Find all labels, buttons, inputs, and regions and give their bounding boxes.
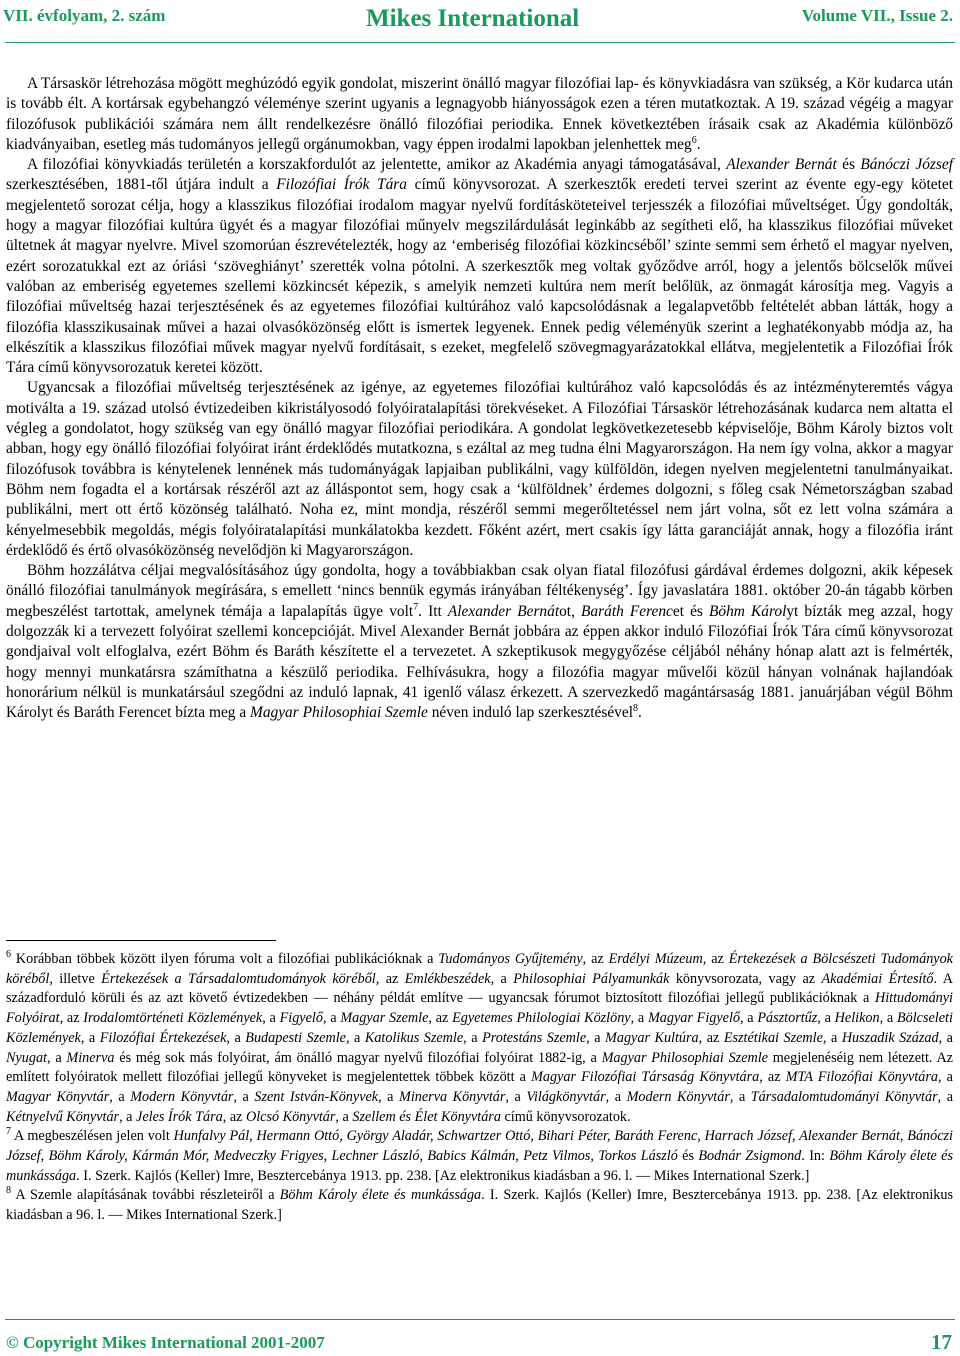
footnote-8: [6, 1186, 953, 1225]
header-issue-en: Volume VII., Issue 2.: [801, 6, 953, 25]
italic-title: Jeles Írók Tára: [136, 1108, 223, 1125]
text-run: , az: [428, 1010, 453, 1027]
footnote-ref: 7: [6, 1126, 11, 1138]
footer-rule: [5, 1319, 955, 1320]
italic-title: Társadalomtudományi Könyvtár: [750, 1088, 938, 1105]
page-number: 17: [931, 1330, 952, 1354]
italic-title: Emlékbeszédek: [404, 970, 491, 987]
italic-title: Irodalomtörténeti Közlemények: [83, 1010, 263, 1027]
italic-title: Alexander Bernát: [447, 602, 560, 620]
text-run: , az: [582, 951, 609, 967]
text-run: című könyvsorozat. A szerkesztők eredeti tervei szerint az évente egy-egy kötetet megjelentető sorozat célja, hogy a klasszikus filozófiai irodalom magyar nyelvű fordításköteteivel terjesszék a filozófiai műveltséget. Úgy gondolták, hogy a magyar filozófiai kultúra ügyét és a magyar filozófiai műnyelv megszilárdulását leginkább az segítheti elő, ha klasszikus filozófiai műveket ültetnek át magyar nyelvre. Mivel szomorúan észrevételezték, hogy az ‘emberiség filozófiai közkincséből’ szinte semmi sem érhető el magyar nyelven, ezért sorozatukkal ezt az óriási ‘szöveghiányt’ szerették volna pótolni. A szerkesztők meg voltak győződve arról, hogy a jelentős bölcselők művei valóban az emberiség egyetemes szellemi közkincsét képezik, s amelyik nemzeti kultúra nem merít belőlük, az önmagát károsítja meg. Vagyis a filozófiai műveltség hazai terjesztésének és az egyetemes filozófiai kultúrához való kapcsolódásnak a legalapvetőbb feltételét abban látták, hogy a filozófia klasszikusainak művei a hazai olvasóközönség előtt is ismertek legyenek. Ennek pedig véleményük szerint a leghatékonyabb módja az, ha elkészítik a klasszikus filozófiai művek magyar nyelvű fordításait, s ezeket, megfelelő szövegmagyarázatokkal ellátva, megjelentetik a Filozófiai Írók Tára című könyvsorozatuk keretei között.: [6, 176, 953, 377]
text-run: , a: [586, 1029, 606, 1046]
footnote-ref: 8: [6, 1185, 11, 1197]
footnote-6: [6, 950, 953, 1127]
text-run: , a: [233, 1088, 255, 1105]
text-run: , a: [119, 1108, 137, 1125]
article-body: [6, 74, 953, 724]
text-run: , a: [822, 1029, 842, 1046]
text-run: , a: [378, 1088, 400, 1105]
text-run: című könyvsorozatok.: [500, 1108, 631, 1125]
italic-title: Modern Könyvtár: [626, 1088, 730, 1105]
text-run: , az: [759, 1069, 786, 1086]
italic-title: Bánóczi József: [860, 156, 954, 174]
italic-title: Olcsó Könyvtár: [245, 1108, 336, 1125]
italic-title: Egyetemes Philologiai Közlöny: [452, 1010, 631, 1027]
italic-title: Böhm Károl: [709, 602, 787, 620]
italic-title: Magyar Könyvtár: [6, 1088, 110, 1105]
text-run: , a: [345, 1029, 365, 1046]
italic-title: Szellem és Élet Könyvtára: [352, 1108, 501, 1125]
italic-title: Esztétikai Szemle: [723, 1029, 823, 1046]
italic-title: Magyar Philosophiai Szemle: [250, 704, 428, 722]
text-run: , a: [262, 1010, 280, 1027]
italic-title: Erdélyi Múzeum: [608, 951, 703, 967]
text-run: . I. Szerk. Kajlós (Keller) Imre, Besztercebánya 1913. pp. 238. [Az elektronikus kiadásban a 96. l. — Mikes International Szerk.]: [76, 1167, 810, 1184]
text-run: A Szemle alapításának további részleteiről a: [11, 1187, 280, 1204]
paragraph-2: [6, 155, 953, 378]
text-run: megjelenéséig nem létezett. Az említett folyóiratok mellett filozófiai jellegű könyveket is megjelentettek többek között a: [6, 1049, 953, 1086]
footnote-ref: 6: [6, 949, 11, 960]
italic-title: Filozófiai Értekezések: [99, 1029, 227, 1046]
italic-title: Magyar Figyelő: [647, 1010, 740, 1027]
text-run: és: [836, 156, 861, 174]
italic-title: Nyugat: [6, 1049, 47, 1066]
italic-title: Alexander Bernát: [726, 156, 837, 174]
text-run: néven induló lap szerkesztésével: [427, 704, 633, 722]
text-run: , a: [740, 1010, 758, 1027]
header-issue-hu: VII. évfolyam, 2. szám: [3, 6, 166, 25]
footnotes: [6, 950, 953, 1226]
text-run: Böhm hozzálátva céljai megvalósításához úgy gondolta, hogy a továbbiakban csak olyan fiatal filozófusi gárdával érdemes dolgozni, akik képesek önálló filozófiai tanulmányok megírására, s emellett ‘nincs bennük egymás irányában féltékenység’. Így javaslatára 1881. október 20-án tágabb körben megbeszélést tartottak, amelynek témája a lapalapítás ügye volt: [6, 562, 953, 620]
text-run: . Itt: [418, 602, 448, 620]
text-run: . A századforduló körüli és az azt követő évtizedekben — néhány példát említve — ugyancsak fórumot biztosított filozófiai jellegű publikációknak a: [6, 970, 953, 1007]
footnote-ref: 7: [413, 601, 419, 613]
footnote-7: [6, 1127, 953, 1186]
italic-title: Helikon: [834, 1010, 880, 1027]
text-run: , az: [698, 1029, 724, 1046]
text-run: A megbeszélésen jelen volt: [11, 1128, 174, 1145]
italic-title: Értekezések a Bölcsészeti Tudományok köréből: [6, 951, 953, 987]
text-run: , az: [702, 951, 729, 967]
text-run: , a: [463, 1029, 483, 1046]
text-run: , a: [226, 1029, 246, 1046]
text-run: , illetve: [49, 970, 102, 987]
text-run: , a: [938, 1029, 953, 1046]
italic-title: Értekezések a Társadalomtudományok köréből: [101, 970, 376, 987]
text-run: , a: [322, 1010, 341, 1027]
italic-title: Bodnár Zsigmond: [698, 1148, 802, 1165]
text-run: , a: [605, 1088, 627, 1105]
italic-title: Böhm Károly élete és munkássága: [6, 1148, 954, 1184]
text-run: . In:: [801, 1148, 830, 1165]
text-run: ot,: [559, 602, 582, 620]
page-header: [0, 0, 960, 40]
text-run: és még sok más folyóirat, ám önálló magyar nyelvű filozófiai folyóirat 1882-ig, a: [114, 1049, 602, 1066]
text-run: , a: [937, 1088, 953, 1105]
text-run: , a: [109, 1088, 131, 1105]
text-run: , a: [335, 1108, 353, 1125]
copyright-notice: © Copyright Mikes International 2001-2007: [6, 1333, 325, 1352]
text-run: .: [637, 704, 642, 722]
footnote-separator: [6, 940, 276, 941]
text-run: , a: [938, 1069, 953, 1086]
text-run: , a: [729, 1088, 751, 1105]
text-run: et és: [672, 602, 709, 620]
text-run: könyvsorozata, vagy az: [669, 970, 822, 987]
italic-title: Budapesti Szemle: [245, 1029, 346, 1046]
paragraph-3: [6, 378, 953, 561]
text-run: , a: [817, 1010, 835, 1027]
italic-title: Katolikus Szemle: [364, 1029, 464, 1046]
italic-title: Magyar Szemle: [340, 1010, 429, 1027]
header-rule: [5, 42, 955, 43]
text-run: és: [677, 1148, 699, 1165]
italic-title: Pásztortűz: [757, 1010, 818, 1027]
footnote-ref: 8: [632, 703, 638, 715]
italic-title: Baráth Ferenc: [581, 602, 673, 620]
italic-title: Filozófiai Írók Tára: [276, 176, 407, 194]
italic-title: Hunfalvy Pál, Hermann Ottó, György Aladár, Schwartzer Ottó, Bihari Péter, Baráth Ferenc, Harrach József, Alexander Bernát, Bánóczi József, Böhm Károly, Kármán Mór, Medveczky Frigyes, Lechner László, Babics Kálmán, Petz Vilmos, Torkos László: [6, 1128, 953, 1165]
text-run: Korábban többek között ilyen fóruma volt a filozófiai publikációknak a: [11, 951, 439, 967]
italic-title: Magyar Philosophiai Szemle: [601, 1049, 768, 1066]
italic-title: Hittudományi Folyóirat: [6, 990, 953, 1027]
italic-title: Bölcseleti Közlemények: [6, 1010, 953, 1046]
text-run: szerkesztésében, 1881-től útjára indult a: [6, 176, 277, 194]
italic-title: Magyar Filozófiai Társaság Könyvtára: [531, 1069, 760, 1086]
italic-title: Philosophiai Pályamunkák: [513, 970, 670, 987]
text-run: . I. Szerk. Kajlós (Keller) Imre, Besztercebánya 1913. pp. 238. [Az elektronikus kiadásban a 96. l. — Mikes International Szerk.]: [6, 1187, 953, 1224]
text-run: .: [696, 135, 701, 153]
italic-title: MTA Filozófiai Könyvtára: [785, 1069, 939, 1086]
text-run: A Társaskör létrehozása mögött meghúzódó egyik gondolat, miszerint önálló magyar filozófiai lap- és könyvkiadásra van szükség, a Kör kudarca után is tovább élt. A kortársak egybehangzó véleménye szerint ugyanis a legnagyobb hiányosságok ezen a téren mutatkoztak. A 19. század végéig a magyar filozófusok publikációi számára nem állt rendelkezésre önálló filozófiai periodika. Ennek következtében írásaik csak az Akadémia különböző kiadványaiban, esetleg más tudományos jellegű orgánumokban, vagy éppen irodalmi lapokban jelenhettek meg: [6, 75, 953, 153]
text-run: yt bízták meg azzal, hogy dolgozzák ki a tervezett folyóirat szellemi koncepcióját. Mivel Alexander Bernát jobbára az éppen akkor induló Filozófiai Írók Tára című könyvsorozat gondjaival volt elfoglalva, ezért Böhm és Baráth készítette el a tervezetet. A szkeptikusok megygyőzése céljából néhány hónap alatt azt is felmérték, hogy mennyi munkatársra számíthatna a készülő periodika. Felhívásukra, hogy a filozófia magyar művelői közül hányan volnának hajlandóak honorárium nélkül is munkatársául szegődni az induló lapnak, 41 igenlő válasz érkezett. A szervezkedő magántársaság 1881. januárjában végül Böhm Károlyt és Baráth Ferencet bízta meg a: [6, 602, 954, 722]
text-run: Ugyancsak a filozófiai műveltség terjesztésének az igénye, az egyetemes filozófiai kultúrához való kapcsolódás és az intézményteremtés vágya motiválta a 19. század utolsó évtizedeiben kikristályosodó folyóiratalapítási törekvéseket. A Filozófiai Társaskör létrehozásának kudarca nem altatta el végleg a gondolatot, hogy szükség van egy önálló magyar filozófiai periodikára. A gondolat legkövetkezetesebb képviselője, Böhm Károly biztos volt abban, hogy egy önálló filozófiai folyóirat iránt érdeklődés mutatkozna, s ezáltal az meg tudna élni Magyarországon. Ha nem így volna, akkor a magyar filozófusok továbbra is kénytelenek lennének más tudományágak lapjaiban publikálni, vagy külföldön, idegen nyelven megjelentetni tanulmányaikat. Böhm nem fogadta el a kortársak részéről azt az álláspontot sem, hogy csak a ‘külföldnek’ érdemes dolgozni, s főleg csak Németországban szabad publikálni, mert ott értő közönség található. Noha ez, mint mondja, részéről semmi megerőltetéssel nem járt volna, sőt ez lett volna számára a kényelmesebbik megoldás, mégis folyóiratalapítási munkálatokba kezdett. Főként azért, mert csakis így látta garanciáját annak, hogy a filozófia iránt érdeklődő és értő olvasóközönség nevelődjön ki Magyarországon.: [6, 379, 953, 559]
text-run: , az: [59, 1010, 84, 1027]
italic-title: Minerva Könyvtár: [399, 1088, 506, 1105]
header-journal-title: Mikes International: [366, 5, 580, 32]
text-run: , a: [490, 970, 514, 987]
italic-title: Szent István-Könyvek: [254, 1088, 379, 1105]
italic-title: Minerva: [66, 1049, 115, 1066]
text-run: , az: [222, 1108, 246, 1125]
paragraph-1: [6, 74, 953, 155]
text-run: A filozófiai könyvkiadás területén a korszakfordulót az jelentette, amikor az Akadémia anyagi támogatásával,: [27, 156, 727, 174]
italic-title: Kétnyelvű Könyvtár: [6, 1108, 120, 1125]
footnote-ref: 6: [691, 134, 697, 146]
text-run: , a: [80, 1029, 100, 1046]
text-run: , a: [630, 1010, 648, 1027]
italic-title: Magyar Kultúra: [605, 1029, 699, 1046]
paragraph-4: [6, 561, 953, 723]
italic-title: Böhm Károly élete és munkássága: [279, 1187, 482, 1204]
italic-title: Modern Könyvtár: [130, 1088, 234, 1105]
italic-title: Akadémiai Értesítő: [821, 970, 934, 987]
text-run: , a: [879, 1010, 897, 1027]
text-run: , a: [505, 1088, 527, 1105]
italic-title: Figyelő: [279, 1010, 323, 1027]
italic-title: Huszadik Század: [841, 1029, 939, 1046]
italic-title: Világkönyvtár: [526, 1088, 606, 1105]
italic-title: Tudományos Gyűjtemény: [438, 951, 583, 967]
italic-title: Protestáns Szemle: [482, 1029, 587, 1046]
text-run: , a: [46, 1049, 67, 1066]
text-run: , az: [375, 970, 405, 987]
